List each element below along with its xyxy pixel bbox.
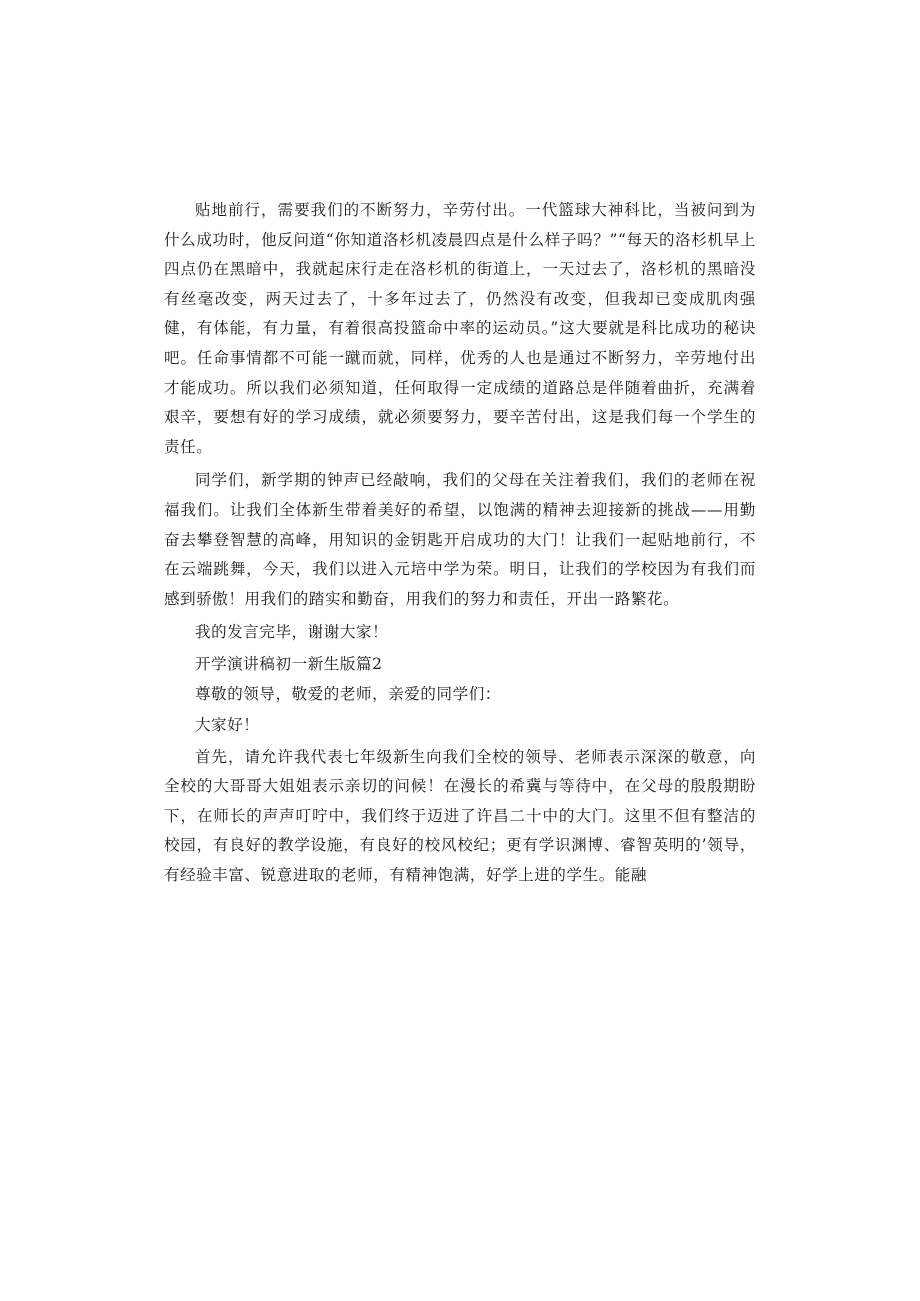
paragraph-introduction: 首先，请允许我代表七年级新生向我们全校的领导、老师表示深深的敬意，向全校的大哥哥大姐姐表示亲切的问候！在漫长的希冀与等待中，在父母的殷殷期盼下，在师长的声声叮咛中，我们终于迈进了许昌二十中的大门。这里不但有整洁的校园，有良好的教学设施，有良好的校风校纪；更有学识渊博、睿智英明的’领导，有经验丰富、锐意进取的老师，有精神饱满，好学上进的学生。能融 <box>164 747 756 885</box>
paragraph-new-semester: 同学们，新学期的钟声已经敲响，我们的父母在关注着我们，我们的老师在祝福我们。让我们全体新生带着美好的希望，以饱满的精神去迎接新的挑战——用勤奋去攀登智慧的高峰，用知识的金钥匙开启成功的大门！让我们一起贴地前行，不在云端跳舞，今天，我们以进入元培中学为荣。明日，让我们的学校因为有我们而感到骄傲！用我们的踏实和勤奋，用我们的努力和责任，开出一路繁花。 <box>164 471 756 608</box>
document-page <box>164 196 756 891</box>
paragraph-perseverance: 贴地前行，需要我们的不断努力，辛劳付出。一代篮球大神科比，当被问到为什么成功时，他反问道“你知道洛杉机凌晨四点是什么样子吗？”“每天的洛杉机早上四点仍在黑暗中，我就起床行走在洛杉机的街道上，一天过去了，洛杉机的黑暗没有丝毫改变，两天过去了，十多年过去了，仍然没有改变，但我却已变成肌肉强健，有体能，有力量，有着很高投篮命中率的运动员。”这大要就是科比成功的秘诀吧。任命事情都不可能一蹴而就，同样，优秀的人也是通过不断努力，辛劳地付出才能成功。所以我们必须知道，任何取得一定成绩的道路总是伴随着曲折，充满着艰辛，要想有好的学习成绩，就必须要努力，要辛苦付出，这是我们每一个学生的责任。 <box>164 201 756 456</box>
closing-line: 我的发言完毕，谢谢大家！ <box>195 623 389 642</box>
greeting-line: 大家好！ <box>195 716 260 735</box>
salutation-line: 尊敬的领导，敬爱的老师，亲爱的同学们： <box>195 684 501 703</box>
section-title: 开学演讲稿初一新生版篇2 <box>195 654 383 673</box>
